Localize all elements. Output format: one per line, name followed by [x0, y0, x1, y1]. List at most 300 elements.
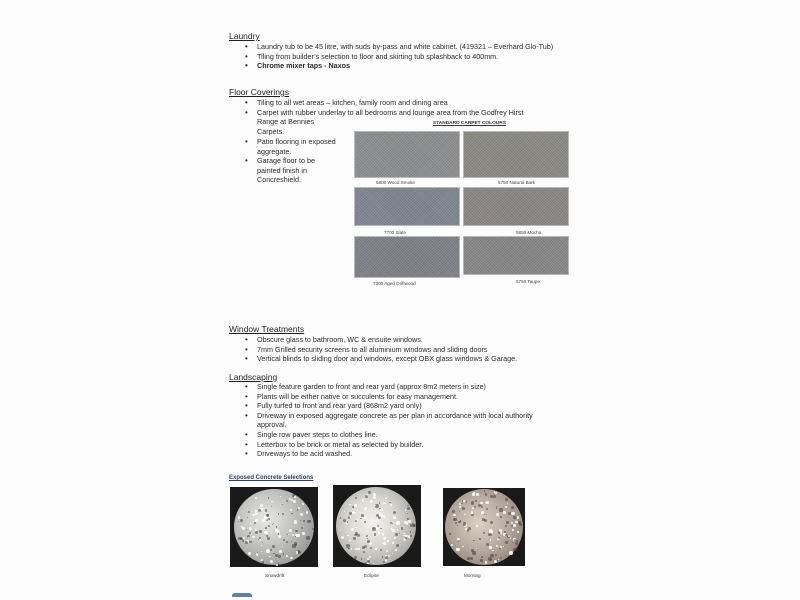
aggregate-speck [348, 548, 349, 549]
aggregate-speck [373, 496, 376, 499]
aggregate-speck [509, 551, 512, 554]
aggregate-speck [453, 514, 456, 517]
aggregate-speck [344, 511, 345, 512]
window-list [241, 335, 581, 364]
concrete-label: Eclipse [364, 573, 379, 578]
aggregate-speck [410, 531, 411, 532]
concrete-label: Morning [464, 573, 481, 578]
aggregate-speck [349, 504, 350, 505]
aggregate-speck [248, 552, 251, 555]
aggregate-speck [255, 497, 257, 499]
aggregate-speck [286, 555, 288, 557]
aggregate-speck [410, 535, 412, 537]
aggregate-speck [407, 505, 408, 506]
aggregate-speck [260, 504, 263, 507]
aggregate-speck [355, 512, 356, 513]
aggregate-speck [243, 537, 245, 539]
carpet-continued-line: Range at Bennies [257, 117, 315, 126]
aggregate-speck [261, 559, 263, 561]
aggregate-speck [490, 521, 493, 524]
aggregate-speck [346, 523, 348, 525]
aggregate-speck [389, 502, 390, 503]
aggregate-speck [354, 556, 357, 559]
aggregate-speck [513, 524, 516, 527]
aggregate-speck [480, 559, 483, 562]
aggregate-speck [498, 559, 499, 560]
aggregate-speck [271, 506, 272, 507]
aggregate-speck [383, 502, 386, 505]
aggregate-speck [283, 553, 285, 555]
aggregate-speck [278, 535, 281, 538]
aggregate-speck [306, 511, 309, 514]
aggregate-speck [407, 513, 409, 515]
aggregate-speck [481, 511, 484, 514]
list-item: • Tiling from builder’s selection to floor and skirting tub splashback to 400mm. [241, 52, 571, 62]
list-item: • Garage floor to be painted finish in Concreshield. [241, 156, 339, 185]
aggregate-speck [293, 500, 295, 502]
aggregate-speck [515, 542, 518, 545]
aggregate-speck [472, 551, 475, 554]
aggregate-speck [457, 538, 459, 540]
aggregate-speck [386, 550, 388, 552]
aggregate-speck [378, 532, 380, 534]
aggregate-speck [488, 557, 491, 560]
aggregate-speck [296, 551, 298, 553]
aggregate-speck [302, 503, 304, 505]
aggregate-speck [248, 511, 250, 513]
aggregate-speck [481, 506, 484, 509]
aggregate-speck [300, 513, 303, 516]
aggregate-speck [265, 527, 267, 529]
carpet-title: STANDARD CARPET COLOURS [433, 121, 506, 126]
aggregate-speck [505, 498, 508, 501]
aggregate-speck [351, 548, 353, 550]
carpet-swatch [354, 236, 460, 278]
aggregate-speck [360, 518, 361, 519]
aggregate-speck [262, 542, 264, 544]
aggregate-speck [490, 554, 493, 557]
aggregate-speck [484, 514, 485, 515]
aggregate-speck [355, 520, 357, 522]
list-item: • Chrome mixer taps - Naxos [241, 61, 571, 71]
aggregate-speck [485, 561, 487, 563]
concrete-title: Exposed Concrete Selections [229, 475, 314, 481]
aggregate-speck [462, 546, 463, 547]
aggregate-speck [505, 506, 507, 508]
aggregate-speck [272, 524, 273, 525]
aggregate-speck [277, 530, 280, 533]
aggregate-speck [505, 541, 508, 544]
aggregate-speck [484, 490, 486, 492]
concrete-disc [234, 489, 314, 565]
list-item: • Carpet with rubber underlay to all bedrooms and lounge area from the Godfrey Hirst [241, 108, 581, 118]
aggregate-speck [300, 520, 301, 521]
aggregate-speck [403, 538, 406, 541]
aggregate-speck [383, 542, 386, 545]
aggregate-speck [455, 522, 457, 524]
floor-list [241, 98, 581, 117]
aggregate-speck [290, 509, 292, 511]
aggregate-speck [246, 529, 247, 530]
aggregate-speck [511, 506, 514, 509]
aggregate-speck [493, 495, 495, 497]
aggregate-speck [297, 509, 298, 510]
aggregate-speck [463, 501, 464, 502]
aggregate-speck [266, 549, 269, 552]
aggregate-speck [489, 529, 492, 532]
aggregate-speck [483, 532, 485, 534]
aggregate-speck [489, 546, 491, 548]
aggregate-speck [261, 545, 262, 546]
aggregate-speck [479, 538, 480, 539]
aggregate-speck [393, 511, 396, 514]
list-item: • Laundry tub to be 45 litre, with suds by-pass and white cabinet. (419321 – Everhard Glo-Tub) [241, 42, 571, 52]
aggregate-speck [258, 539, 259, 540]
swatch-label: 5750 Natural Bark [498, 180, 536, 185]
carpet-swatch [354, 187, 460, 226]
aggregate-speck [370, 517, 372, 519]
aggregate-speck [292, 560, 294, 562]
aggregate-speck [264, 531, 267, 534]
aggregate-speck [365, 495, 368, 498]
aggregate-speck [459, 506, 461, 508]
aggregate-speck [372, 527, 375, 530]
swatch-label: 5800 Wood Smoke [376, 180, 415, 185]
aggregate-speck [392, 523, 393, 524]
carpet-continued-line: Carpets. [257, 126, 285, 136]
aggregate-speck [496, 508, 497, 509]
aggregate-speck [412, 523, 414, 525]
aggregate-speck [481, 556, 483, 558]
aggregate-speck [507, 503, 508, 504]
aggregate-speck [382, 533, 384, 535]
aggregate-speck [366, 535, 368, 537]
aggregate-speck [476, 525, 478, 527]
aggregate-speck [486, 508, 488, 510]
aggregate-speck [369, 556, 371, 558]
aggregate-speck [499, 508, 502, 511]
aggregate-speck [490, 495, 493, 498]
aggregate-speck [475, 500, 476, 501]
aggregate-speck [511, 512, 514, 515]
aggregate-speck [371, 539, 372, 540]
aggregate-speck [367, 558, 369, 560]
aggregate-speck [368, 491, 371, 494]
aggregate-speck [303, 520, 305, 522]
aggregate-speck [240, 519, 243, 522]
aggregate-speck [271, 533, 272, 534]
aggregate-speck [295, 530, 298, 533]
aggregate-speck [270, 549, 272, 551]
aggregate-speck [407, 507, 410, 510]
aggregate-speck [476, 548, 477, 549]
window-heading: Window Treatments [229, 324, 305, 334]
aggregate-speck [294, 496, 296, 498]
aggregate-speck [276, 564, 278, 566]
aggregate-speck [354, 504, 357, 507]
swatch-label: 7300 Aged Driftwood [373, 281, 416, 286]
aggregate-speck [265, 509, 268, 512]
aggregate-speck [245, 541, 248, 544]
concrete-sample-morning [443, 488, 525, 566]
aggregate-speck [500, 516, 502, 518]
aggregate-speck [503, 546, 504, 547]
aggregate-speck [375, 548, 376, 549]
aggregate-speck [353, 537, 356, 540]
aggregate-speck [476, 493, 479, 496]
list-item: • Fully turfed to front and rear yard (868m2 yard only) [241, 401, 571, 411]
aggregate-speck [405, 509, 406, 510]
aggregate-speck [383, 515, 386, 518]
aggregate-speck [499, 548, 500, 549]
aggregate-speck [506, 521, 509, 524]
aggregate-speck [357, 548, 359, 550]
concrete-disc [445, 489, 523, 565]
list-item: • Plants will be either native or succulents for easy management. [241, 392, 571, 402]
aggregate-speck [392, 553, 394, 555]
aggregate-speck [472, 493, 475, 496]
aggregate-speck [373, 563, 374, 564]
list-item: • Obscure glass to bathroom, WC & ensuite windows. [241, 335, 581, 345]
landscaping-list [241, 382, 571, 459]
aggregate-speck [268, 518, 270, 520]
aggregate-speck [471, 514, 474, 517]
aggregate-speck [286, 500, 288, 502]
aggregate-speck [278, 513, 279, 514]
aggregate-speck [480, 502, 482, 504]
aggregate-speck [393, 516, 396, 519]
aggregate-speck [250, 523, 251, 524]
aggregate-speck [492, 550, 493, 551]
aggregate-speck [413, 525, 415, 527]
aggregate-speck [374, 533, 376, 535]
aggregate-speck [312, 528, 315, 531]
aggregate-speck [247, 517, 248, 518]
aggregate-speck [459, 503, 461, 505]
aggregate-speck [458, 541, 459, 542]
list-item: • Single feature garden to front and rear yard (approx 8m2 meters in size) [241, 382, 571, 392]
aggregate-speck [242, 527, 245, 530]
aggregate-speck [278, 533, 279, 534]
concrete-sample-eclipse [333, 485, 421, 567]
aggregate-speck [391, 528, 393, 530]
aggregate-speck [270, 564, 271, 565]
aggregate-speck [291, 513, 293, 515]
aggregate-speck [355, 527, 356, 528]
floor-heading: Floor Coverings [229, 87, 289, 97]
aggregate-speck [364, 517, 365, 518]
carpet-swatch [463, 187, 569, 226]
laundry-heading: Laundry [229, 31, 260, 41]
aggregate-speck [485, 493, 487, 495]
aggregate-speck [387, 540, 389, 542]
aggregate-speck [456, 548, 459, 551]
aggregate-speck [282, 513, 284, 515]
floor-side-list [241, 137, 339, 185]
aggregate-speck [363, 551, 365, 553]
aggregate-speck [340, 517, 342, 519]
aggregate-speck [474, 506, 476, 508]
aggregate-speck [512, 529, 513, 530]
aggregate-speck [499, 529, 502, 532]
carpet-swatch [463, 131, 569, 178]
aggregate-speck [496, 513, 499, 516]
aggregate-speck [385, 556, 388, 559]
aggregate-speck [255, 519, 258, 522]
aggregate-speck [396, 544, 398, 546]
aggregate-speck [255, 531, 258, 534]
aggregate-speck [392, 542, 393, 543]
aggregate-speck [380, 508, 383, 511]
aggregate-speck [288, 534, 289, 535]
footer-logo-fragment [232, 593, 252, 597]
aggregate-speck [408, 535, 411, 538]
swatch-label: 7700 Slate [384, 230, 406, 235]
aggregate-speck [302, 532, 305, 535]
aggregate-speck [457, 525, 458, 526]
aggregate-speck [370, 500, 373, 503]
list-item: • Vertical blinds to sliding door and windows, except OBX glass windows & Garage. [241, 354, 581, 364]
aggregate-speck [496, 506, 497, 507]
aggregate-speck [240, 538, 242, 540]
swatch-label: 5850 Mocha [516, 230, 542, 235]
aggregate-speck [466, 501, 468, 503]
aggregate-speck [282, 504, 283, 505]
aggregate-speck [367, 560, 370, 563]
aggregate-speck [298, 507, 300, 509]
aggregate-speck [486, 514, 487, 515]
aggregate-speck [248, 537, 249, 538]
aggregate-speck [494, 560, 497, 563]
aggregate-speck [459, 511, 460, 512]
aggregate-speck [505, 525, 507, 527]
aggregate-speck [374, 519, 375, 520]
aggregate-speck [380, 528, 382, 530]
aggregate-speck [291, 541, 292, 542]
aggregate-speck [283, 539, 285, 541]
aggregate-speck [347, 521, 348, 522]
aggregate-speck [354, 534, 356, 536]
aggregate-speck [306, 536, 309, 539]
aggregate-speck [513, 516, 516, 519]
aggregate-speck [385, 559, 387, 561]
aggregate-speck [352, 511, 355, 514]
aggregate-speck [279, 550, 282, 553]
aggregate-speck [379, 502, 380, 503]
aggregate-speck [513, 548, 516, 551]
aggregate-speck [385, 497, 387, 499]
aggregate-speck [376, 514, 379, 517]
concrete-sample-snowdrift [230, 487, 318, 567]
aggregate-speck [355, 497, 357, 499]
aggregate-speck [268, 497, 270, 499]
aggregate-speck [357, 534, 360, 537]
aggregate-speck [397, 529, 399, 531]
aggregate-speck [347, 535, 349, 537]
aggregate-speck [293, 529, 294, 530]
aggregate-speck [408, 520, 411, 523]
aggregate-speck [500, 557, 502, 559]
aggregate-speck [500, 532, 502, 534]
aggregate-speck [349, 540, 350, 541]
aggregate-speck [388, 555, 390, 557]
aggregate-speck [259, 530, 261, 532]
aggregate-speck [503, 511, 506, 514]
aggregate-speck [515, 521, 518, 524]
aggregate-speck [461, 503, 462, 504]
aggregate-speck [460, 520, 461, 521]
aggregate-speck [394, 537, 396, 539]
aggregate-speck [254, 522, 256, 524]
aggregate-speck [289, 529, 292, 532]
aggregate-speck [276, 526, 278, 528]
aggregate-speck [340, 530, 341, 531]
aggregate-speck [286, 541, 288, 543]
aggregate-speck [364, 507, 367, 510]
aggregate-speck [352, 506, 354, 508]
aggregate-speck [268, 525, 270, 527]
aggregate-speck [471, 501, 474, 504]
list-item: • Tiling to all wet areas – kitchen, family room and dining area [241, 98, 581, 108]
landscaping-heading: Landscaping [229, 372, 278, 382]
aggregate-speck [264, 564, 265, 565]
aggregate-speck [351, 528, 354, 531]
aggregate-speck [249, 541, 252, 544]
aggregate-speck [270, 560, 273, 563]
aggregate-speck [280, 496, 282, 498]
aggregate-speck [496, 545, 498, 547]
aggregate-speck [473, 540, 474, 541]
aggregate-speck [349, 512, 352, 515]
aggregate-speck [261, 551, 262, 552]
aggregate-speck [346, 544, 349, 547]
aggregate-speck [451, 544, 453, 546]
aggregate-speck [463, 522, 466, 525]
aggregate-speck [290, 557, 292, 559]
aggregate-speck [343, 519, 346, 522]
list-item: • Single row paver steps to clothes line. [241, 430, 571, 440]
aggregate-speck [464, 514, 466, 516]
aggregate-speck [395, 549, 397, 551]
aggregate-speck [361, 558, 363, 560]
aggregate-speck [273, 523, 274, 524]
aggregate-speck [278, 555, 281, 558]
aggregate-speck [362, 499, 364, 501]
aggregate-speck [249, 527, 252, 530]
carpet-swatch [354, 131, 460, 178]
aggregate-speck [390, 504, 392, 506]
aggregate-speck [301, 527, 303, 529]
swatch-label: 5750 Taupe [516, 279, 540, 284]
aggregate-speck [252, 536, 254, 538]
aggregate-speck [294, 520, 297, 523]
aggregate-speck [383, 537, 386, 540]
aggregate-speck [271, 501, 273, 503]
aggregate-speck [292, 534, 294, 536]
aggregate-speck [396, 521, 399, 524]
aggregate-speck [462, 507, 464, 509]
aggregate-speck [495, 492, 497, 494]
aggregate-speck [364, 545, 367, 548]
aggregate-speck [508, 512, 511, 515]
aggregate-speck [405, 537, 407, 539]
carpet-swatch [463, 236, 569, 275]
aggregate-speck [490, 539, 492, 541]
aggregate-speck [272, 545, 275, 548]
aggregate-speck [249, 532, 251, 534]
aggregate-speck [267, 537, 270, 540]
concrete-label: Snowdrift [265, 573, 285, 578]
